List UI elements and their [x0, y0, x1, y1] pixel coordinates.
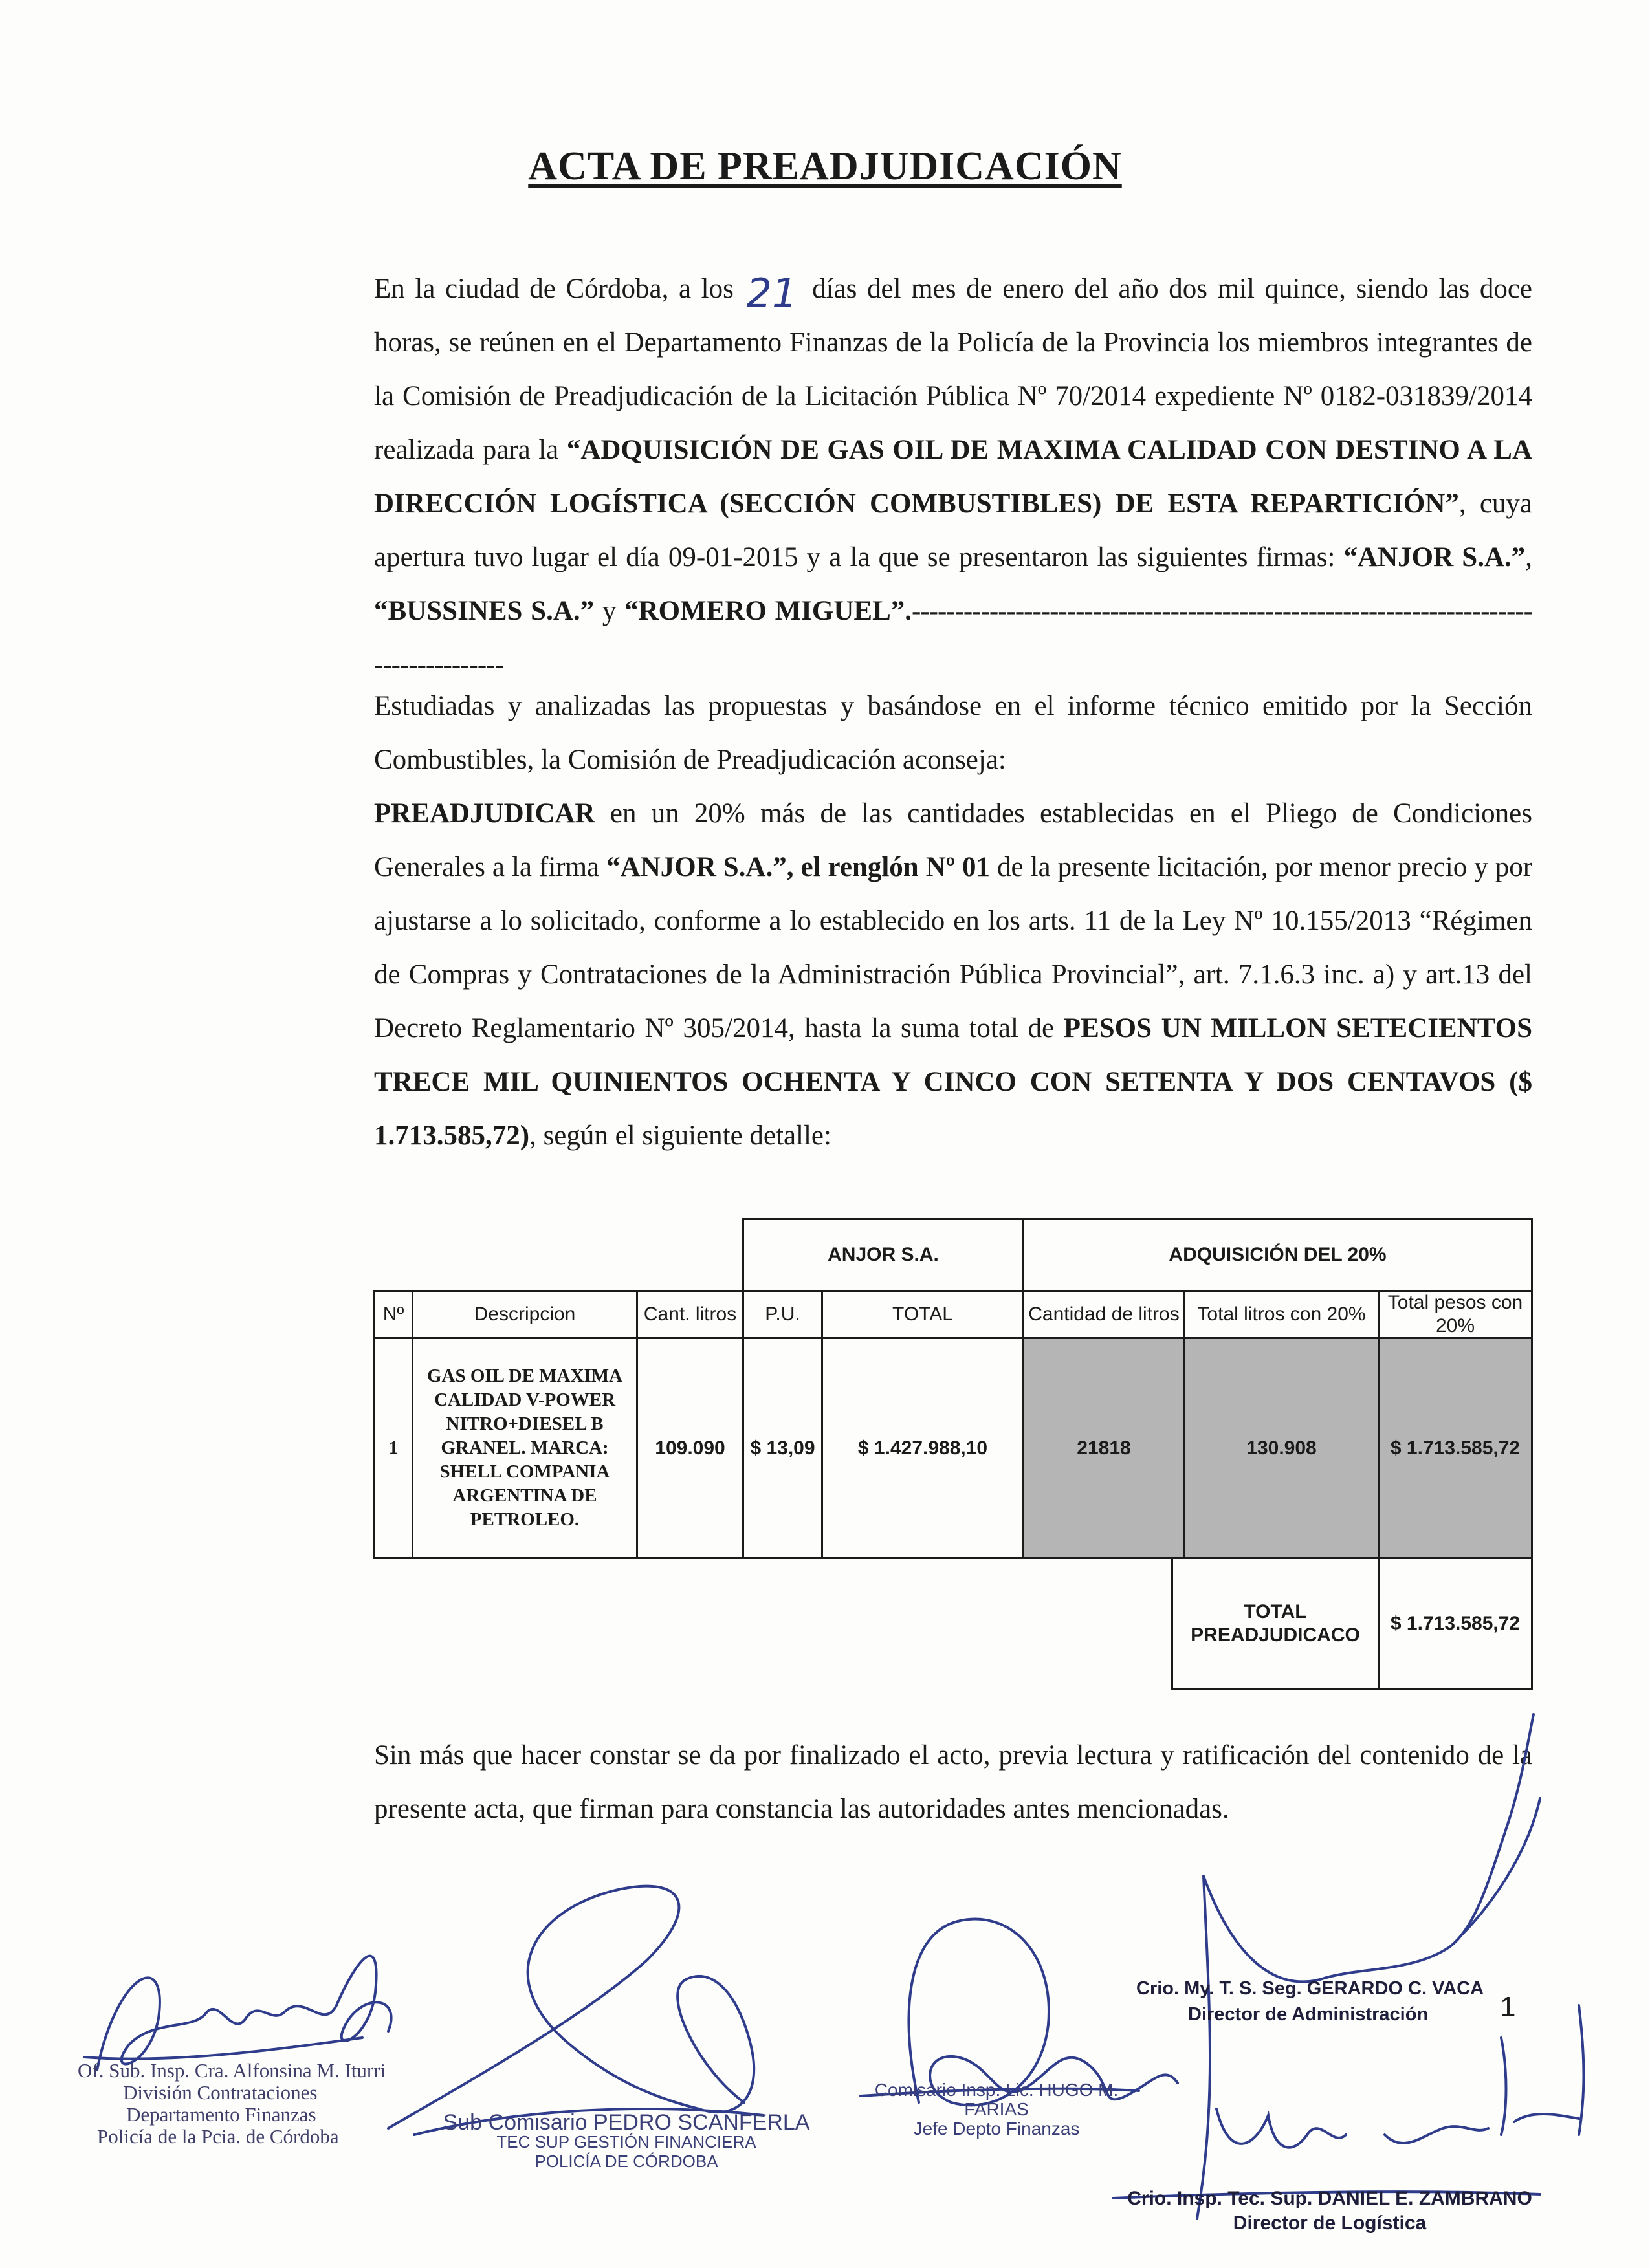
group-header-anjor: ANJOR S.A.: [742, 1218, 1024, 1292]
intro-text-3: , cuya apertura tuvo lugar el día 09-01-2015 y a la que se presentaron las siguientes firmas:: [374, 488, 1533, 572]
group-header-adquisicion: ADQUISICIÓN DEL 20%: [1022, 1218, 1533, 1292]
page-number: 1: [1500, 1991, 1516, 2023]
signature-2: [388, 1886, 754, 2128]
signer-2-title: TEC SUP GESTIÓN FINANCIERA: [496, 2132, 756, 2152]
procurement-object: “ADQUISICIÓN DE GAS OIL DE MAXIMA CALIDAD CON DESTINO A LA DIRECCIÓN LOGÍSTICA (SECCIÓN COMBUSTIBLES) DE ESTA REPARTICIÓN”: [374, 435, 1532, 519]
signer-4-title: Director de Administración: [1188, 2004, 1429, 2025]
row-unit-price: $ 13,09: [742, 1337, 823, 1559]
row-liters-20: 130.908: [1183, 1337, 1380, 1559]
signer-1-department: Departamento Finanzas: [126, 2103, 316, 2126]
signer-5-name: Crio. Insp. Tec. Sup. DANIEL E. ZAMBRANO: [1127, 2188, 1532, 2209]
decision-text-2: en un 20% más de las cantidades establecidas en el Pliego de Condiciones Generales a la firma: [374, 798, 1533, 882]
col-header-total: TOTAL: [821, 1290, 1024, 1339]
col-header-number: Nº: [373, 1290, 413, 1339]
firm-romero: “ROMERO MIGUEL”.: [624, 596, 912, 626]
firm-anjor: “ANJOR S.A.”: [1343, 542, 1526, 572]
col-header-pesos-20: Total pesos con 20%: [1378, 1290, 1533, 1339]
intro-text-1: En la ciudad de Córdoba, a los: [374, 274, 734, 304]
row-description: GAS OIL DE MAXIMA CALIDAD V-POWER NITRO+DIESEL B GRANEL. MARCA: SHELL COMPANIA ARGENTINA DE PETROLEO.: [412, 1337, 638, 1559]
signer-3-name: Comisario Insp. Lic. HUGO M. FARIAS: [874, 2080, 1119, 2119]
signer-2-institution: POLICÍA DE CÓRDOBA: [534, 2152, 718, 2171]
row-number: 1: [373, 1337, 413, 1559]
intro-text-2: días del mes de enero del año dos mil quince, siendo las doce horas, se reúnen en el Departamento Finanzas de la Policía de la Provincia los miembros integrantes de la Comisión de Preadjudicación de la Licitación Pública Nº 70/2014 expediente Nº 0182-031839/2014 realizada para la: [374, 274, 1533, 465]
stamp-signer-4: [1136, 1976, 1499, 2027]
awarded-amount: PESOS UN MILLON SETECIENTOS TRECE MIL QUINIENTOS OCHENTA Y CINCO CON SETENTA Y DOS CENTAVOS ($ 1.713.585,72): [374, 1013, 1532, 1151]
document-title: ACTA DE PREADJUDICACIÓN: [528, 144, 1122, 188]
signer-1-division: División Contrataciones: [123, 2081, 318, 2104]
signer-5-title: Director de Logística: [1233, 2212, 1427, 2234]
row-pesos-20: $ 1.713.585,72: [1378, 1337, 1533, 1559]
closing-paragraph: Sin más que hacer constar se da por finalizado el acto, previa lectura y ratificación del contenido de la presente acta, que firman para constancia las autoridades antes mencionadas.: [374, 1740, 1532, 1824]
col-header-description: Descripcion: [412, 1290, 638, 1339]
col-header-unit-price: P.U.: [742, 1290, 823, 1339]
firm-bussines: “BUSSINES S.A.”: [374, 596, 595, 626]
col-header-quantity-20: Cantidad de litros: [1022, 1290, 1185, 1339]
signer-1-name: Of. Sub. Insp. Cra. Alfonsina M. Iturri: [78, 2059, 386, 2082]
signer-1-institution: Policía de la Pcia. de Córdoba: [97, 2125, 339, 2148]
stamp-signer-3: [841, 2080, 1152, 2139]
total-label: TOTAL PREADJUDICACO: [1171, 1557, 1380, 1690]
col-header-quantity: Cant. litros: [636, 1290, 744, 1339]
stamp-signer-1: [78, 2060, 401, 2148]
signer-3-title: Jefe Depto Finanzas: [913, 2119, 1080, 2139]
signer-4-name: Crio. My. T. S. Seg. GERARDO C. VACA: [1136, 1978, 1484, 1999]
decision-text-1: Estudiadas y analizadas las propuestas y basándose en el informe técnico emitido por la Sección Combustibles, la Comisión de Preadjudicación aconseja:: [374, 691, 1532, 775]
awarded-firm: “ANJOR S.A.”, el renglón Nº 01: [606, 852, 990, 882]
decision-text-3: de la presente licitación, por menor precio y por ajustarse a lo solicitado, conforme a lo establecido en los arts. 11 de la Ley Nº 10.155/2013 “Régimen de Compras y Contrataciones de la Administración Pública Provincial”, art. 7.1.6.3 inc. a) y art.13 del Decreto Reglamentario Nº 305/2014, hasta la suma total de: [374, 852, 1533, 1043]
decision-verb: PREADJUDICAR: [374, 798, 595, 829]
row-total: $ 1.427.988,10: [821, 1337, 1024, 1559]
stamp-signer-2: [419, 2110, 833, 2171]
row-quantity-20: 21818: [1022, 1337, 1185, 1559]
col-header-liters-20: Total litros con 20%: [1183, 1290, 1380, 1339]
signer-2-name: Sub Comisario PEDRO SCANFERLA: [443, 2110, 810, 2135]
row-quantity: 109.090: [636, 1337, 744, 1559]
dash-line: ---------------------------------------------------------------------------------------: [374, 596, 1532, 680]
stamp-signer-5: [1123, 2186, 1537, 2236]
decision-text-4: , según el siguiente detalle:: [529, 1120, 831, 1151]
total-value: $ 1.713.585,72: [1378, 1557, 1533, 1690]
paragraph-intro: En la ciudad de Córdoba, a los 21 días del mes de enero del año dos mil quince, siendo las doce horas, se reúnen en el Departamento Finanzas de la Policía de la Provincia los miembros integrantes de la Comisión de Preadjudicación de la Licitación Pública Nº 70/2014 expediente Nº 0182-031839/2014 realizada para la “ADQUISICIÓN DE GAS OIL DE MAXIMA CALIDAD CON DESTINO A LA DIRECCIÓN LOGÍSTICA (SECCIÓN COMBUSTIBLES) DE ESTA REPARTICIÓN”, cuya apertura tuvo lugar el día 09-01-2015 y a la que se presentaron las siguientes firmas: “ANJOR S.A.”, “BUSSINES S.A.” y “ROMERO MIGUEL”.---------------------------------------------------------------------------------------: [374, 270, 1533, 680]
